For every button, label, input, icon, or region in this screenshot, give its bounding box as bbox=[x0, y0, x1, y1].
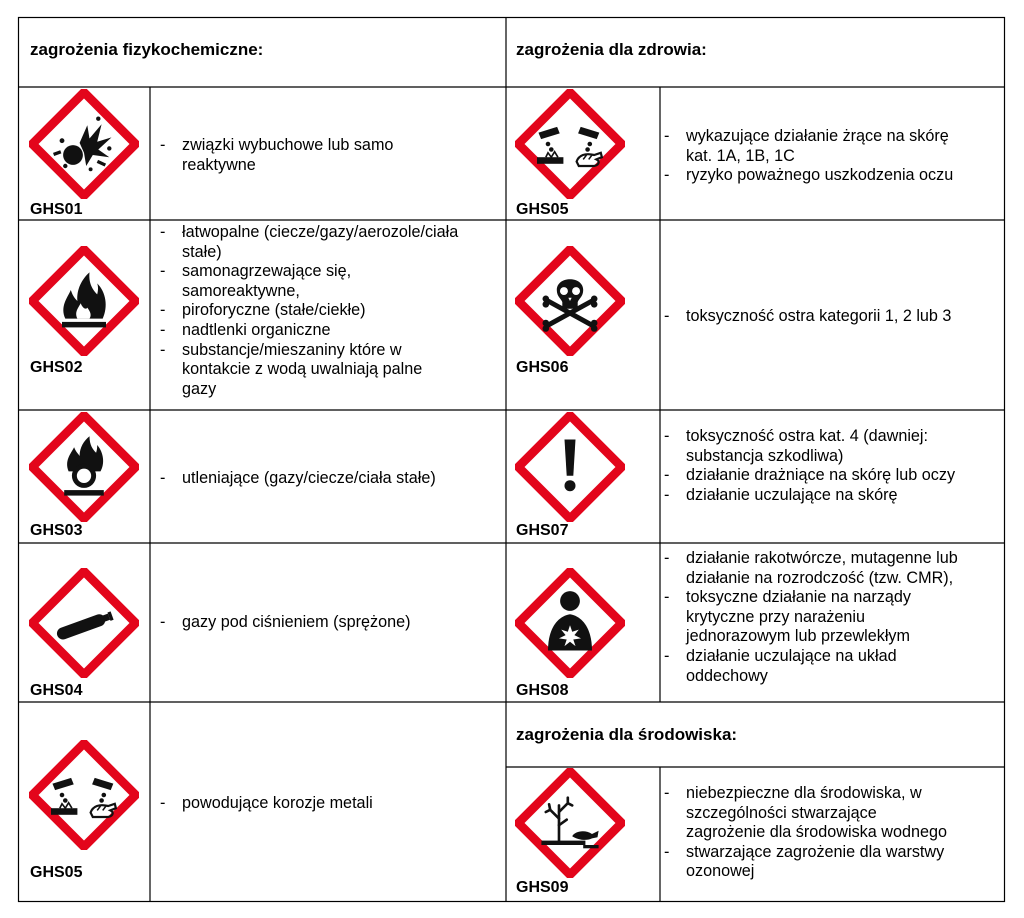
hazard-description: - działanie rakotwórcze, mutagenne lub działanie na rozrodczość (tzw. CMR), - toksyczne działanie na narządy krytyczne przy narażeniu jednorazowym lub przewlekłym - działanie uczulające na układ oddechowy bbox=[664, 549, 958, 685]
hazard-description: - niebezpieczne dla środowiska, w szczególności stwarzające zagrożenie dla środowiska wodnego - stwarzające zagrożenie dla warstwy ozonowej bbox=[664, 784, 947, 881]
physchem-header: zagrożenia fizykochemiczne: bbox=[30, 40, 264, 59]
environment-icon bbox=[515, 768, 625, 878]
hazard-description: - gazy pod ciśnieniem (sprężone) bbox=[160, 613, 411, 631]
health-hazard-icon bbox=[515, 568, 625, 678]
environment-header: zagrożenia dla środowiska: bbox=[516, 725, 738, 744]
flame-over-circle-icon bbox=[29, 412, 139, 522]
exploding-bomb-icon bbox=[29, 89, 139, 199]
exclamation-mark-icon bbox=[515, 412, 625, 522]
ghs-code: GHS01 bbox=[30, 201, 83, 218]
corrosion-icon bbox=[29, 740, 139, 850]
hazard-description: - toksyczność ostra kategorii 1, 2 lub 3 bbox=[664, 307, 952, 325]
ghs-code: GHS02 bbox=[30, 359, 83, 376]
ghs-code: GHS04 bbox=[30, 682, 83, 699]
flame-icon bbox=[29, 246, 139, 356]
ghs-code: GHS05 bbox=[516, 201, 569, 218]
ghs-code: GHS08 bbox=[516, 682, 569, 699]
gas-cylinder-icon bbox=[29, 568, 139, 678]
hazard-description: - toksyczność ostra kat. 4 (dawniej: substancja szkodliwa) - działanie drażniące na skórę lub oczy - działanie uczulające na skórę bbox=[664, 427, 956, 504]
ghs-code: GHS07 bbox=[516, 522, 569, 539]
ghs-code: GHS09 bbox=[516, 879, 569, 896]
hazard-description: - powodujące korozje metali bbox=[160, 794, 373, 812]
hazard-description: - wykazujące działanie żrące na skórę kat. 1A, 1B, 1C - ryzyko poważnego uszkodzenia oczu bbox=[664, 127, 954, 185]
corrosion-icon bbox=[515, 89, 625, 199]
ghs-code: GHS05 bbox=[30, 864, 83, 881]
skull-crossbones-icon bbox=[515, 246, 625, 356]
health-header: zagrożenia dla zdrowia: bbox=[516, 40, 707, 59]
hazard-description: - łatwopalne (ciecze/gazy/aerozole/ciała stałe) - samonagrzewające się, samoreaktywne, - piroforyczne (stałe/ciekłe) - nadtlenki organiczne - substancje/mieszaniny które w kontakcie z wodą uwalniają palne gazy bbox=[160, 223, 459, 398]
hazard-description: - związki wybuchowe lub samo reaktywne bbox=[160, 136, 394, 174]
hazard-description: - utleniające (gazy/ciecze/ciała stałe) bbox=[160, 469, 436, 487]
ghs-code: GHS03 bbox=[30, 522, 83, 539]
ghs-code: GHS06 bbox=[516, 359, 569, 376]
